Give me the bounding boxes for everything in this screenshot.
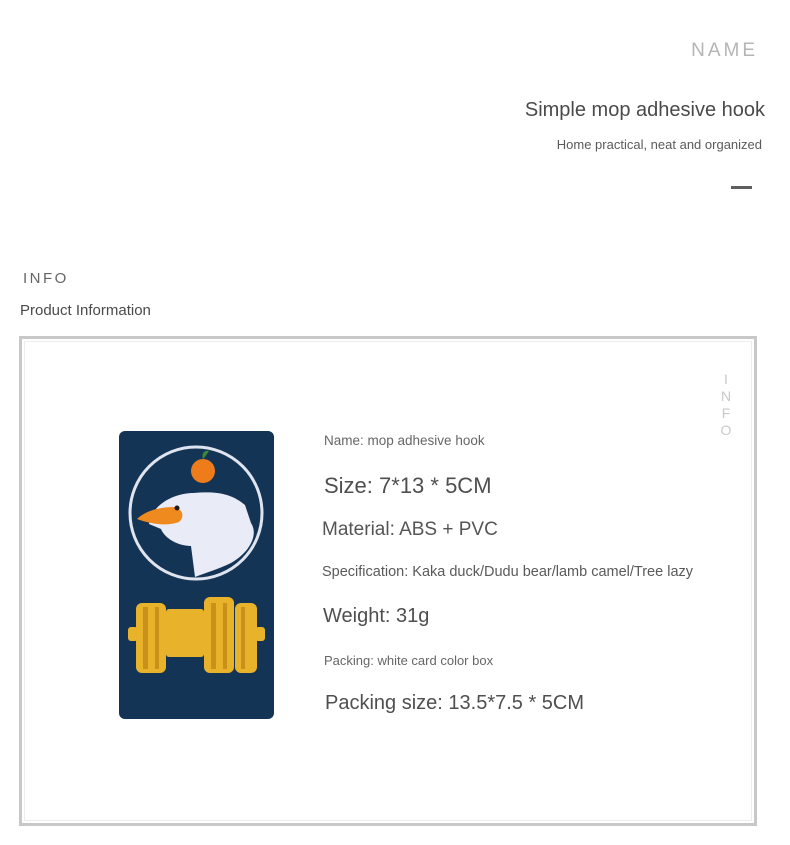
spec-packing-size: Packing size: 13.5*7.5 * 5CM bbox=[325, 692, 585, 714]
info-subtitle: Product Information bbox=[20, 302, 151, 319]
product-subtitle: Home practical, neat and organized bbox=[556, 137, 762, 152]
decorative-dash bbox=[731, 186, 752, 189]
name-label: NAME bbox=[691, 40, 758, 61]
duck-mop-hook-product-photo bbox=[119, 431, 274, 719]
spec-material: Material: ABS + PVC bbox=[322, 519, 498, 540]
product-title: Simple mop adhesive hook bbox=[524, 99, 765, 121]
vertical-info-label: INFO bbox=[718, 371, 734, 439]
spec-specification: Specification: Kaka duck/Dudu bear/lamb camel/Tree lazy bbox=[322, 564, 694, 580]
spec-packing: Packing: white card color box bbox=[324, 653, 494, 668]
info-label: INFO bbox=[23, 270, 69, 287]
product-info-frame bbox=[19, 336, 757, 826]
spec-name: Name: mop adhesive hook bbox=[324, 433, 485, 448]
spec-weight: Weight: 31g bbox=[323, 605, 430, 627]
spec-size: Size: 7*13 * 5CM bbox=[324, 473, 492, 498]
